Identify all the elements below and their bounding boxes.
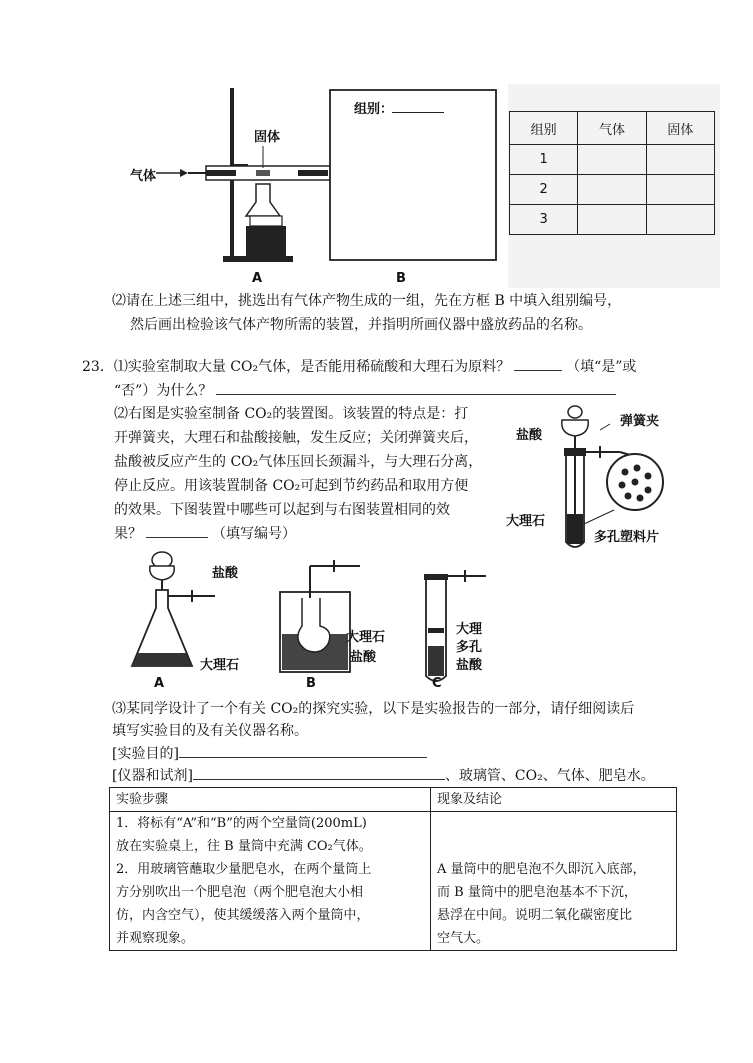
q23-2-line: ⑵右图是实验室制备 CO₂的装置图。该装置的特点是：打 [114,406,469,422]
fig-A-label: A [154,676,165,691]
acid-label: 盐酸 [516,428,543,443]
report-header: 现象及结论 [431,788,677,812]
fig-C-acid-label: 盐酸 [456,658,483,673]
porous-plate-label: 多孔塑料片 [594,530,660,545]
marble-label: 大理石 [506,514,546,529]
experiment-report-table [109,787,677,951]
q23-3-line2: 填写实验目的及有关仪器名称。 [112,723,308,739]
fig-C-plate-label: 多孔 [456,640,483,655]
q23-1-line1: 23．⑴实验室制取大量 CO₂气体，是否能用稀硫酸和大理石为原料？ （填“是”或 [82,355,636,379]
table-row-label: 1 [510,145,578,175]
fig-A-marble-label: 大理石 [200,658,240,673]
box-group-label: 组别： [354,102,394,117]
fig-C-label: C [432,676,442,691]
table-header: 气体 [578,112,646,145]
table-header: 固体 [646,112,714,145]
q23-1-line2: “否”）为什么？ [114,379,616,403]
apparatus-options-figure [120,548,500,698]
solid-label: 固体 [254,130,281,145]
q23-2-line: 开弹簧夹，大理石和盐酸接触，发生反应；关闭弹簧夹后， [114,430,478,446]
table-header: 组别 [510,112,578,145]
figure-A-label: A [252,271,263,286]
q23-2-line: 停止反应。用该装置制备 CO₂可起到节约药品和取用方便 [114,478,469,494]
purpose-line: [实验目的] [112,742,427,766]
instruments-line: [仪器和试剂] 、玻璃管、CO₂、气体、肥皂水。 [112,764,655,788]
box-group-blank[interactable] [392,112,444,113]
answer-blank[interactable] [146,523,208,538]
gas-label: 气体 [130,169,157,184]
table-row-label: 2 [510,175,578,205]
fig-B-marble-label: 大理石 [346,630,386,645]
reason-blank[interactable] [216,380,616,395]
fig-C-marble-label: 大理 [456,622,483,637]
report-steps: 1．将标有“A”和“B”的两个空量筒(200mL) 放在实验桌上，往 B 量筒中充满 CO₂气体。 2．用玻璃管蘸取少量肥皂水，在两个量筒上 方分别吹出一个肥皂泡（两个肥皂泡大小相 仿，内含空气），使其缓缓落入两个量筒中， 并观察现象。 [110,812,431,951]
fig-B-label: B [306,676,316,691]
q22-2-line1: ⑵请在上述三组中，挑选出有气体产物生成的一组，先在方框 B 中填入组别编号， [112,293,622,309]
fig-A-acid-label: 盐酸 [212,566,239,581]
table-row-label: 3 [510,205,578,235]
purpose-blank[interactable] [179,743,427,758]
answer-blank[interactable] [514,356,562,371]
q23-2-last-line: 果？ （填写编号） [114,522,296,546]
report-header: 实验步骤 [110,788,431,812]
q23-2-line: 的效果。下图装置中哪些可以起到与右图装置相同的效 [114,502,450,518]
figure-B-label: B [396,271,406,286]
q23-2-line: 盐酸被反应产生的 CO₂气体压回长颈漏斗，与大理石分离， [114,454,483,470]
q23-3-line1: ⑶某同学设计了一个有关 CO₂的探究实验，以下是实验报告的一部分，请仔细阅读后 [112,701,635,717]
q22-2-line2: 然后画出检验该气体产物所需的装置，并指明所画仪器中盛放药品的名称。 [130,317,592,333]
fig-B-acid-label: 盐酸 [350,650,377,665]
co2-apparatus-figure [500,402,676,552]
group-table [509,111,715,235]
instruments-blank[interactable] [193,765,445,780]
report-result: A 量筒中的肥皂泡不久即沉入底部， 而 B 量筒中的肥皂泡基本不下沉， 悬浮在中间。说明二氧化碳密度比 空气大。 [431,812,677,951]
clip-label: 弹簧夹 [620,414,660,429]
